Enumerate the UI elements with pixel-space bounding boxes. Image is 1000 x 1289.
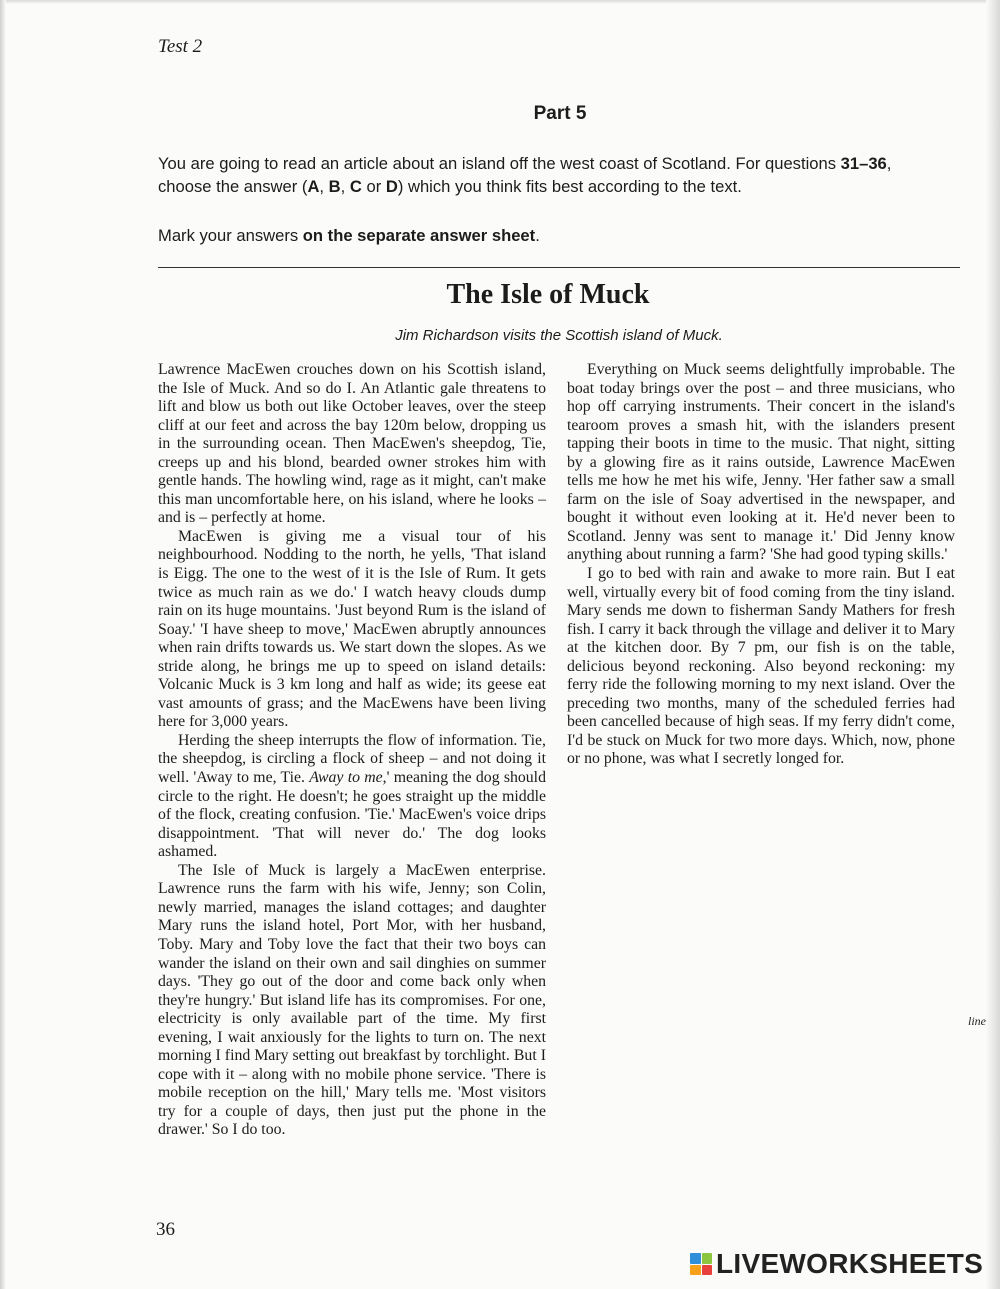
instructions-text: choose the answer ( [158,177,308,196]
article-column-right [567,361,955,769]
logo-square-orange [690,1265,701,1276]
line-marker: line [968,1014,986,1028]
divider [158,267,960,268]
scan-left-edge [0,0,6,1289]
liveworksheets-logo-text: LIVEWORKSHEETS [716,1248,984,1279]
mark-text: . [535,226,540,245]
article-column-left [158,361,546,1140]
paragraph-3-text: Herding the sheep interrupts the flow of information. Tie, the sheepdog, is circling a flock of sheep – and not doing it well. 'Away to me, Tie. [158,731,546,787]
paragraph-3 [158,732,546,862]
instructions-line-1 [158,152,968,175]
page-number: 36 [156,1219,175,1240]
paragraph-2: MacEwen is giving me a visual tour of his neighbourhood. Nodding to the north, he yells, 'That island is Eigg. The one to the west of it is the Isle of Rum. It gets twice as much rain as we do.' I watch heavy clouds dump rain on its huge mountains. 'Just beyond Rum is the island of Soay.' 'I have sheep to move,' MacEwen abruptly announces when rain drifts towards us. We start down the slopes. As we stride along, he brings me up to speed on island details: Volcanic Muck is 3 km long and half as wide; its geese eat vast amounts of grass; and the MacEwens have been living here for 3,000 years. [158,527,546,731]
instructions-text: , [886,154,892,173]
separator: or [361,177,386,196]
instructions-text: You are going to read an article about an island off the west coast of Scotland. For questions [158,154,841,173]
option-d: D [385,177,398,196]
logo-square-red [702,1265,713,1276]
paragraph-5: Everything on Muck seems delightfully improbable. The boat today brings over the post – and three musicians, who hop off carrying instruments. Their concert in the island's tearoom proves a smash hit, with the islanders present tapping their boots in time to the music. That night, sitting by a glowing fire as it rains outside, Lawrence MacEwen tells me how he met his wife, Jenny. 'Her father saw a small farm on the isle of Soay advertised in the newspaper, and bought it without even looking at it. He'd never been to Scotland. Jenny was sent to manage it.' Did Jenny know anything about running a farm? 'She had good typing skills.' [567,361,955,564]
paragraph-3-text: ,' meaning the dog should circle to the right. He doesn't; he goes straight up the middle of the flock, creating confusion. 'Tie.' MacEwen's voice drips disappointment. 'That will never do.' The dog looks ashamed. [158,769,546,861]
separator: , [340,177,350,196]
article-subtitle: Jim Richardson visits the Scottish island of Muck. [395,327,723,344]
instructions-text: ) which you think fits best according to the text. [397,177,742,196]
liveworksheets-logo-icon [690,1253,712,1275]
liveworksheets-logo[interactable] [690,1247,983,1281]
separator: , [319,177,329,196]
instructions [158,152,968,198]
scan-right-edge [986,0,1000,1289]
logo-square-blue [690,1253,701,1264]
option-a: A [307,177,320,196]
part-title: Part 5 [533,103,587,124]
question-range: 31–36 [840,154,887,173]
paragraph-6: I go to bed with rain and awake to more rain. But I eat well, virtually every bit of food coming from the tiny island. Mary sends me down to fisherman Sandy Mathers for fresh fish. I carry it back through the village and deliver it to Mary at the kitchen door. By 7 pm, our fish is on the table, delicious beyond reckoning. Also beyond reckoning: my ferry ride the following morning to my next island. Over the preceding two months, many of the scheduled ferries had been cancelled because of high seas. If my ferry didn't come, I'd be stuck on Muck for two more days. Which, now, phone or no phone, was what I secretly longed for. [567,565,955,768]
article-title: The Isle of Muck [446,279,650,310]
paragraph-4: The Isle of Muck is largely a MacEwen enterprise. Lawrence runs the farm with his wife, Jenny; son Colin, newly married, manages the island cottages; and daughter Mary runs the island hotel, Port Mor, with her husband, Toby. Mary and Toby love the fact that their two boys can wander the island on their own and sail dinghies on summer days. 'They go out of the door and come back only when they're hungry.' But island life has its compromises. For one, electricity is only available part of the time. My first evening, I wait anxiously for the lights to turn on. The next morning I find Mary setting out breakfast by torchlight. But I cope with it – along with no mobile phone service. 'There is mobile reception on the hill,' Mary tells me. 'Most visitors try for a couple of days, then just put the phone in the drawer.' So I do too. [158,861,546,1139]
mark-emphasis: on the separate answer sheet [302,226,536,245]
paragraph-3-emphasis: Away to me [309,769,383,787]
mark-answers-note [158,226,540,246]
mark-text: Mark your answers [158,226,303,245]
option-b: B [328,177,341,196]
logo-square-green [702,1253,713,1264]
option-c: C [349,177,362,196]
scan-top-edge [0,0,1000,4]
test-label: Test 2 [158,36,203,57]
paragraph-1: Lawrence MacEwen crouches down on his Scottish island, the Isle of Muck. And so do I. An Atlantic gale threatens to lift and blow us both out like October leaves, over the steep cliff at our feet and across the bay 120m below, dropping us in the surrounding ocean. Then MacEwen's sheepdog, Tie, creeps up and his blond, bearded owner strokes him with gentle hands. The howling wind, rage as it might, can't make this man uncomfortable here, on his island, where he looks – and is – perfectly at home. [158,361,546,527]
instructions-line-2 [158,175,968,198]
